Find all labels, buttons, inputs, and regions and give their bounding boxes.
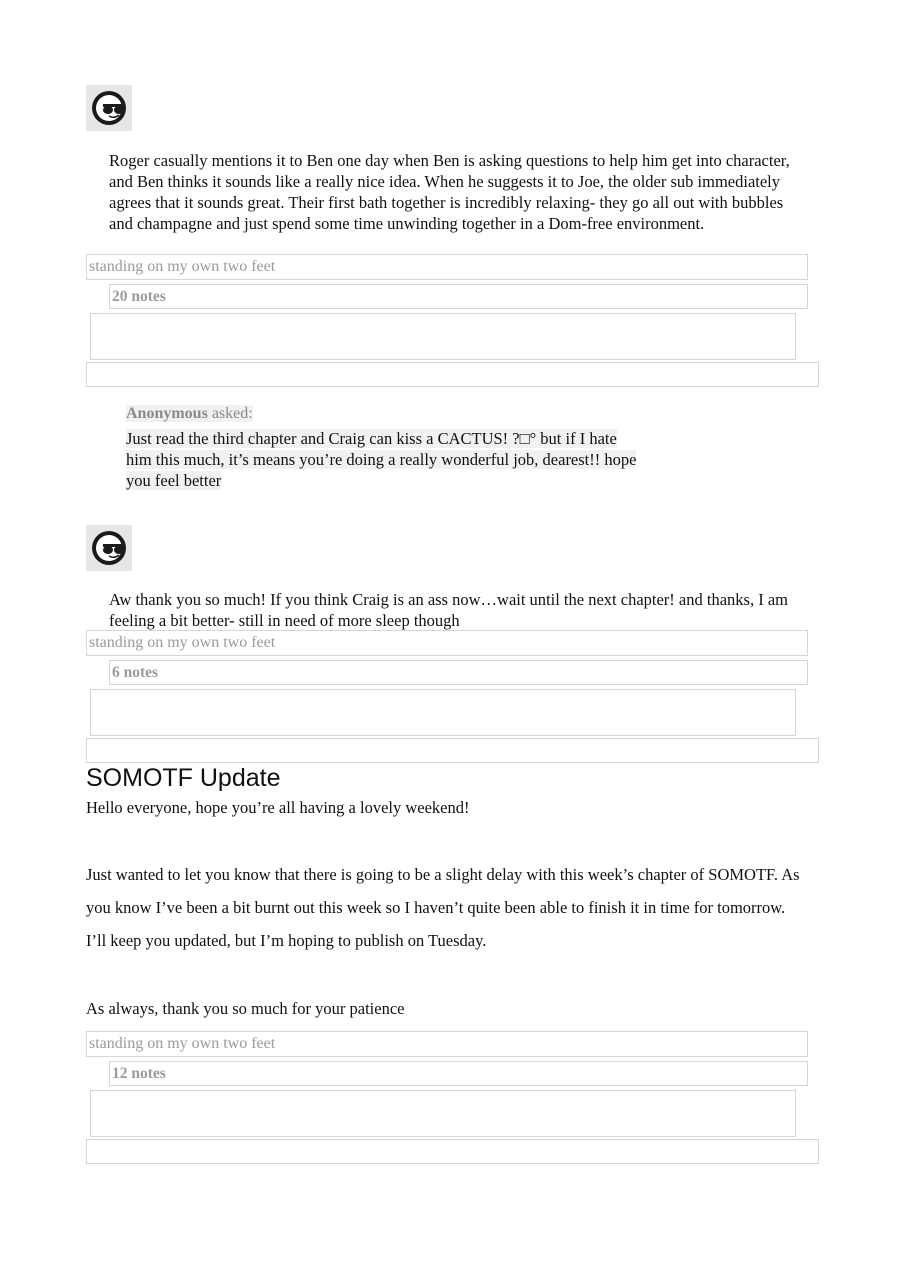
ask-header	[126, 404, 253, 424]
ask-question-line: him this much, it’s means you’re doing a really wonderful job, dearest!! hope	[126, 450, 637, 469]
blog-name-link[interactable]: standing on my own two feet	[86, 254, 808, 280]
blog-name-link[interactable]: standing on my own two feet	[86, 1031, 808, 1057]
post-separator-box	[86, 1139, 819, 1164]
answer-body: Aw thank you so much! If you think Craig is an ass now…wait until the next chapter! and thanks, I am feeling a bit better- still in need of more sleep though	[109, 590, 788, 630]
ask-question-line: Just read the third chapter and Craig can kiss a CACTUS! ?□° but if I hate	[126, 429, 617, 448]
post-paragraph: Hello everyone, hope you’re all having a lovely weekend!	[86, 798, 470, 817]
ask-question-line: you feel better	[126, 471, 222, 490]
sunglasses-face-icon	[86, 525, 132, 571]
post-footer-box	[90, 689, 796, 736]
post-body: Roger casually mentions it to Ben one day when Ben is asking questions to help him get into character, and Ben thinks it sounds like a really nice idea. When he suggests it to Joe, the older sub immediately agrees that it sounds great. Their first bath together is incredibly relaxing- they go all out with bubbles and champagne and just spend some time unwinding together in a Dom-free environment.	[109, 151, 790, 233]
notes-count-link[interactable]: 20 notes	[109, 284, 808, 309]
ask-question	[126, 428, 726, 491]
ask-label	[126, 405, 253, 422]
blog-name-link[interactable]: standing on my own two feet	[86, 630, 808, 656]
sunglasses-face-icon	[86, 85, 132, 131]
post-paragraph: Just wanted to let you know that there is going to be a slight delay with this week’s chapter of SOMOTF. As you know I’ve been a bit burnt out this week so I haven’t quite been able to finish it in time for tomorrow. I’ll keep you updated, but I’m hoping to publish on Tuesday.	[86, 865, 800, 950]
post-footer-box	[90, 1090, 796, 1137]
avatar[interactable]	[86, 85, 132, 131]
notes-count-link[interactable]: 6 notes	[109, 660, 808, 685]
post-footer-box	[90, 313, 796, 360]
post-title[interactable]: SOMOTF Update	[86, 764, 281, 792]
post-separator-box	[86, 738, 819, 763]
notes-count-link[interactable]: 12 notes	[109, 1061, 808, 1086]
asker-name[interactable]: Anonymous	[126, 405, 208, 422]
post-paragraph: As always, thank you so much for your patience	[86, 999, 405, 1018]
asked-text: asked:	[207, 405, 253, 422]
post-separator-box	[86, 362, 819, 387]
avatar[interactable]	[86, 525, 132, 571]
